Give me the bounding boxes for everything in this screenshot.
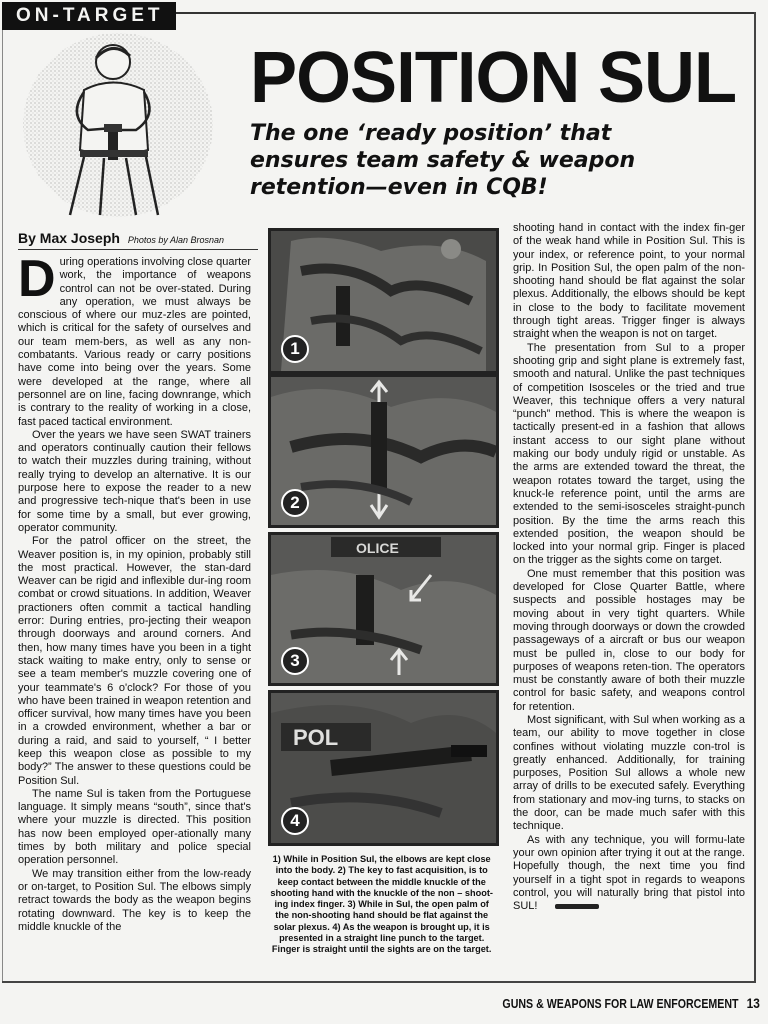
photo-caption: 1) While in Position Sul, the elbows are kept close into the body. 2) The key to fast acquisition, is to keep contact between the middle knuckle of the shooting hand with the knuckle of the non – shoot-ing index finger. 3) While in Sul, the open palm of the non-shooting hand should be flat against the solar plexus. 4) As the weapon is brought up, it is presented in a straight line punch to the target. Finger is straight until the sights are on the target. — [270, 853, 493, 955]
photo-4 — [268, 690, 499, 846]
paragraph: Most significant, with Sul when working as a team, our ability to move together in close confines without violating muzzle con-trol is greatly enhanced. Additionally, for training purposes, Position Sul allows a whole new array of drills to be executed safely. Everything from stationary and mov-ing turns, to stacks on the door, can be made much safer with this technique. — [513, 713, 745, 833]
drop-cap: D — [18, 250, 56, 308]
paragraph-text: uring operations involving close quarter work, the importance of weapons control can not be over-stated. During any operation, we must always be conscious of where our muz-zles are pointed, which is critical for the safety of ourselves and our team mem-bers, as well as any non-combatants. Various ready or carry positions have come into being over the years. Some were developed at the range, where all personnel are on line, facing downrange, which is contrary to the reality of working in a close, fast paced tactical environment. — [18, 256, 251, 428]
frame-right-rule — [754, 12, 756, 982]
vest-lettering: POL — [293, 725, 339, 750]
article-column-left — [18, 250, 251, 934]
page-title: POSITION SUL — [250, 38, 737, 118]
page-footer — [503, 995, 760, 1011]
officer-illustration — [18, 30, 218, 220]
paragraph: One must remember that this position was developed for Close Quarter Battle, where suspects and possible hostages may be moving about in very tight quarters. While moving through doorways or down the crowded passageways of a aircraft or bus our weapon must be pulled in, close to our body for purposes of weapons reten-tion. The operators must be constantly aware of both their muzzle control for basic safety, and weapons control for retention. — [513, 567, 745, 713]
photo-credit: Photos by Alan Brosnan — [127, 235, 225, 245]
section-tag: ON-TARGET — [2, 2, 176, 30]
paragraph: We may transition either from the low-ready or on-target, to Position Sul. The elbows simply retract towards the body as the weapon begins rotating downward. The key is to keep the middle knuckle of the — [18, 867, 251, 933]
frame-bottom-rule — [2, 981, 756, 983]
photo-number-badge: 3 — [281, 647, 309, 675]
photo-number-badge: 4 — [281, 807, 309, 835]
paragraph-text: As with any technique, you will formu-late your own opinion after trying it out at the range. Hopefully though, the next time you find yourself in a tight spot in regards to weapons control, you will naturally bring that pistol into SUL! — [513, 833, 745, 913]
paragraph: For the patrol officer on the street, the Weaver position is, in my opinion, probably still the most practical. However, the stan-dard Weaver can be rigid and inflexible dur-ing room combat or crowd situations. In addition, Weaver practioners often commit a tactical handling error: During entries, pro-jecting their weapon through doorways and around corners. And then, how many times have you been in a tight stack waiting to make entry, only to sense or see a team member's muzzle covering one of your teammate's 6 o'clock? For those of you who have been trained in weapon retention and officer survival, how many times have you been in a crowded environment, whether a bar or during a raid, and said to yourself, “ I better keep this weapon close as possible to my body?” The answer to these questions could be Position Sul. — [18, 535, 251, 787]
publication-name: GUNS & WEAPONS FOR LAW ENFORCEMENT — [502, 997, 739, 1011]
paragraph: shooting hand in contact with the index fin-ger of the weak hand while in Position Sul. This is your index, or reference point, to your normal grip. In Position Sul, the open palm of the non-shooting hand should be flat against the solar plexus. Additionally, the elbows should be kept in close to the body to facilitate movement through tight areas. Trigger finger is always straight when the weapon is not on target. — [513, 222, 745, 341]
photo-number-badge: 2 — [281, 489, 309, 517]
paragraph — [18, 250, 251, 429]
end-of-article-icon — [555, 904, 599, 909]
subheadline — [250, 120, 750, 201]
photo-3 — [268, 532, 499, 686]
frame-left-rule — [2, 12, 3, 982]
paragraph — [513, 834, 745, 914]
photo-2 — [268, 374, 499, 528]
byline — [18, 230, 224, 246]
page-number: 13 — [746, 995, 760, 1011]
subheadline-line-3: retention—even in CQB! — [250, 175, 548, 200]
paragraph: The presentation from Sul to a proper shooting grip and sight plane is extremely fast, smooth and natural. Unlike the past techniques of competition Isosceles or the tried and true Weaver, this technique offers a very natural “punch” method. This is where the weapon is tactically present-ed in a fashion that allows instant access to our sight plane without making our body unduly rigid or unstable. As the arms are extended toward the threat, the weapon rotates toward the target, using the knuck-le reference point, until the arms are extended to the semi-isosceles straight-punch position. By the time the arms reach this extended position, the weapon should be locked into your normal grip. Finger is placed on the trigger as the sights come on target. — [513, 341, 745, 567]
subheadline-line-1: The one ‘ready position’ that — [250, 121, 612, 146]
photo-number-badge: 1 — [281, 335, 309, 363]
photo-1 — [268, 228, 499, 374]
subheadline-line-2: ensures team safety & weapon — [250, 148, 636, 173]
paragraph: The name Sul is taken from the Portuguese language. It simply means “south”, since that's where your muzzle is directed. This position has now been employed oper-ationally many times by both military and police special operation personnel. — [18, 787, 251, 867]
article-column-right — [513, 222, 745, 913]
vest-lettering: OLICE — [356, 540, 399, 556]
paragraph: Over the years we have seen SWAT trainers and operators continually caution their fellows to watch their muzzles during training, without really trying to develop an alternative. It is our purpose here to expose the reader to a new and progressive tech-nique that's been in use for some time by a small, but ever growing, operator community. — [18, 428, 251, 534]
author-name: By Max Joseph — [18, 230, 120, 246]
